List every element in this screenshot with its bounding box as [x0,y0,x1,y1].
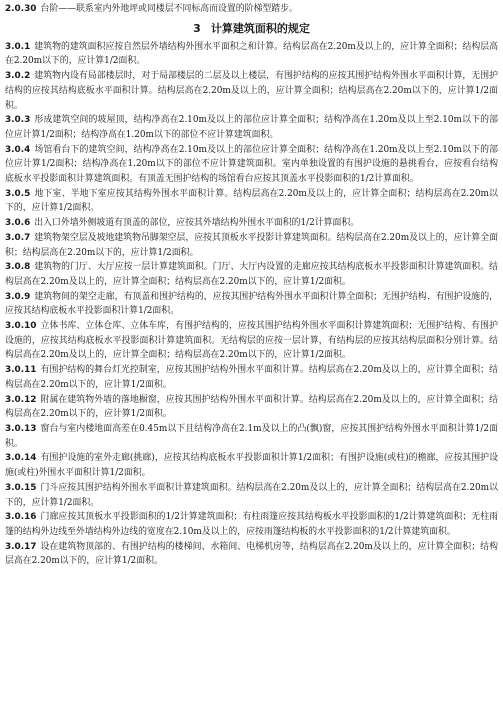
clause-number: 3.0.6 [5,218,31,229]
clause-number: 3.0.4 [5,144,31,155]
clause-3-0-4 [5,143,498,187]
clause-number: 3.0.11 [5,365,37,376]
clause-number: 3.0.10 [5,321,37,332]
clause-text: 有围护设施的室外走廊(挑廊)，应按其结构底板水平投影面积计算1/2面积；有围护设施(或柱)的檐廊，应按其围护设施(或柱)外围水平面积计算1/2面积。 [5,453,498,479]
clause-text: 窗台与室内楼地面高差在0.45m以下且结构净高在2.1m及以上的凸(飘)窗，应按其围护结构外围水平面积计算1/2面积。 [5,423,498,449]
chapter-number: 3 [193,21,201,35]
clause-number: 3.0.9 [5,291,31,302]
chapter-heading [5,22,498,36]
clause-3-0-1 [5,40,498,69]
clause-3-0-7 [5,231,498,260]
clause-text: 建筑物的门厅、大厅应按一层计算建筑面积。门厅、大厅内设置的走廊应按其结构底板水平投影面积计算建筑面积。结构层高在2.20m及以上的，应计算全面积；结构层高在2.20m以下的，应计算1/2面积。 [5,262,498,287]
clause-3-0-11 [5,363,498,392]
clause-text: 设在建筑物顶部的、有围护结构的楼梯间、水箱间、电梯机房等，结构层高在2.20m及以上的，应计算全面积；结构层高在2.20m以下的，应计算1/2面积。 [5,541,498,567]
clause-number: 3.0.2 [5,71,31,82]
clause-text: 地下室、半地下室应按其结构外围水平面积计算。结构层高在2.20m及以上的，应计算全面积；结构层高在2.20m以下的，应计算1/2面积。 [5,188,498,214]
clause-text: 立体书库、立体仓库、立体车库，有围护结构的，应按其围护结构外围水平面积计算建筑面积；无围护结构、有围护设施的，应按其结构底板水平投影面积计算建筑面积。无结构层的应按一层计算，有结构层的应按其结构层面积分别计算。结构层高在2.20m及以上的，应计算全面积；结构层高在2.20m以下的，应计算1/2面积。 [5,321,498,361]
clause-3-0-10 [5,319,498,363]
clause-3-0-6 [5,216,498,231]
clause-text: 附属在建筑物外墙的落地橱窗，应按其围护结构外围水平面积计算。结构层高在2.20m及以上的，应计算全面积；结构层高在2.20m以下的，应计算1/2面积。 [5,394,498,420]
clause-text: 形成建筑空间的坡屋顶，结构净高在2.10m及以上的部位应计算全面积；结构净高在1.20m及以上至2.10m以下的部位应计算1/2面积；结构净高在1.20m以下的部位不应计算建筑面积。 [5,115,498,140]
clause-number: 3.0.7 [5,232,31,243]
clause-number: 3.0.1 [5,41,31,52]
clause-3-0-14 [5,451,498,480]
clause-number: 3.0.17 [5,541,37,552]
clause-text: 建筑物内设有局部楼层时，对于局部楼层的二层及以上楼层，有围护结构的应按其围护结构外围水平面积计算，无围护结构的应按其结构底板水平面积计算。结构层高在2.20m及以上的，应计算全面积；结构层高在2.20m以下的，应计算1/2面积。 [5,71,498,111]
clause-number: 3.0.3 [5,115,31,126]
clause-2-0-30 [5,2,498,17]
clause-text: 出入口外墙外侧坡道有顶盖的部位，应按其外墙结构外围水平面积的1/2计算面积。 [34,218,360,229]
clause-3-0-12 [5,393,498,422]
chapter-title: 计算建筑面积的规定 [210,21,310,35]
clause-text: 台阶——联系室内外地坪或同楼层不同标高而设置的阶梯型踏步。 [40,4,298,14]
clause-text: 门斗应按其围护结构外围水平面积计算建筑面积。结构层高在2.20m及以上的，应计算全面积；结构层高在2.20m以下的，应计算1/2面积。 [5,482,498,508]
clause-text: 建筑物的建筑面积应按自然层外墙结构外围水平面积之和计算。结构层高在2.20m及以上的，应计算全面积；结构层高在2.20m以下的，应计算1/2面积。 [5,41,498,67]
clause-text: 建筑物间的架空走廊，有顶盖和围护结构的，应按其围护结构外围水平面积计算全面积；无围护结构、有围护设施的，应按其结构底板水平投影面积计算1/2面积。 [5,291,498,317]
clause-number: 3.0.13 [5,423,37,434]
clause-number: 3.0.16 [5,512,37,523]
clause-3-0-13 [5,422,498,451]
clause-3-0-5 [5,187,498,216]
clause-number: 3.0.14 [5,453,37,464]
clause-3-0-17 [5,540,498,569]
clause-number: 3.0.12 [5,394,37,405]
clause-number: 2.0.30 [5,4,37,14]
clause-number: 3.0.5 [5,188,31,199]
clause-3-0-15 [5,481,498,510]
clause-text: 建筑物架空层及坡地建筑物吊脚架空层，应按其顶板水平投影计算建筑面积。结构层高在2.20m及以上的，应计算全面积；结构层高在2.20m以下的，应计算1/2面积。 [5,232,498,258]
clause-3-0-9 [5,290,498,319]
clause-3-0-2 [5,69,498,113]
clause-3-0-16 [5,510,498,539]
clause-text: 门廊应按其顶板水平投影面积的1/2计算建筑面积；有柱雨篷应按其结构板水平投影面积的1/2计算建筑面积；无柱雨篷的结构外边线至外墙结构外边线的宽度在2.10m及以上的，应按雨篷结构板的水平投影面积的1/2计算建筑面积。 [5,512,498,537]
clause-number: 3.0.15 [5,482,37,493]
clause-text: 有围护结构的舞台灯光控制室，应按其围护结构外围水平面积计算。结构层高在2.20m及以上的，应计算全面积；结构层高在2.20m以下的，应计算1/2面积。 [5,365,498,390]
clause-number: 3.0.8 [5,262,31,273]
clause-3-0-3 [5,113,498,142]
clause-3-0-8 [5,260,498,289]
clause-text: 场馆看台下的建筑空间，结构净高在2.10m及以上的部位应计算全面积；结构净高在1.20m及以上至2.10m以下的部位应计算1/2面积；结构净高在1.20m以下的部位不应计算建筑面积。室内单独设置的有围护设施的悬挑看台，应按看台结构底板水平投影面积计算建筑面积。有顶盖无围护结构的场馆看台应按其顶盖水平投影面积的1/2计算面积。 [5,144,498,185]
